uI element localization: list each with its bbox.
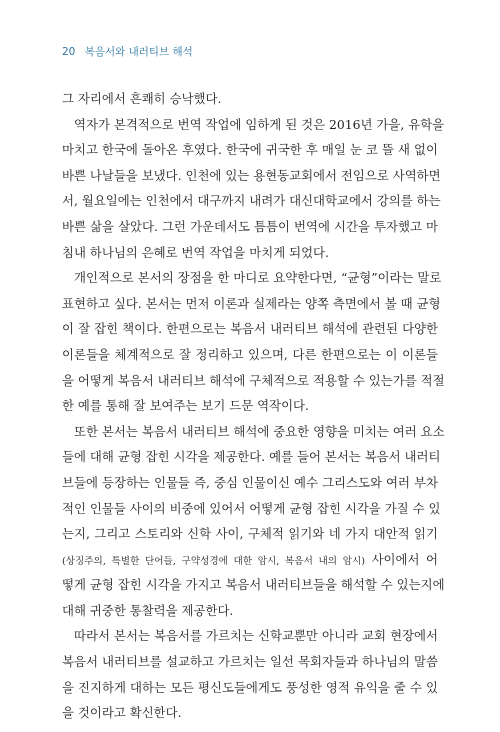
text-line bbox=[62, 521, 438, 547]
line-text: 개인적으로 본서의 장점을 한 마디로 요약한다면, “균형”이라는 말로 bbox=[74, 270, 442, 286]
text-line bbox=[62, 291, 441, 317]
body-text bbox=[62, 86, 445, 726]
line-text: 서, 월요일에는 인천에서 대구까지 내려가 대신대학교에서 강의를 하는 bbox=[62, 193, 441, 209]
text-line bbox=[62, 444, 441, 470]
text-line bbox=[62, 419, 445, 445]
line-text: 또한 본서는 복음서 내러티브 해석에 중요한 영향을 미치는 여러 요소 bbox=[74, 423, 445, 439]
running-header bbox=[62, 44, 193, 59]
text-line bbox=[62, 470, 438, 496]
line-text: 는지, 그리고 스토리와 신학 사이, 구체적 읽기와 네 가지 대안적 읽기 bbox=[62, 526, 438, 542]
text-line bbox=[62, 572, 445, 598]
text-line bbox=[62, 342, 438, 368]
line-text: 들에 대해 균형 잡힌 시각을 제공한다. 예를 들어 본서는 복음서 내러티 bbox=[62, 449, 441, 465]
line-text: 을 어떻게 복음서 내러티브 해석에 구체적으로 적용할 수 있는가를 적절 bbox=[62, 372, 445, 388]
line-text: 이론들을 체계적으로 잘 정리하고 있으며, 다른 한편으로는 이 이론들 bbox=[62, 346, 438, 362]
line-text: 이 잘 잡힌 책이다. 한편으로는 복음서 내러티브 해석에 관련된 다양한 bbox=[62, 321, 438, 337]
text-line bbox=[62, 675, 438, 701]
line-text: 그 자리에서 흔쾌히 승낙했다. bbox=[62, 91, 222, 106]
text-line bbox=[62, 649, 438, 675]
text-line bbox=[62, 496, 441, 522]
line-text: 바쁜 나날들을 보냈다. 인천에 있는 용현동교회에서 전임으로 사역하면 bbox=[62, 167, 441, 183]
text-line bbox=[62, 700, 438, 726]
line-text: 브들에 등장하는 인물들 즉, 중심 인물이신 예수 그리스도와 여러 부차 bbox=[62, 474, 438, 490]
text-line bbox=[62, 598, 438, 624]
line-text: 대해 귀중한 통찰력을 제공한다. bbox=[62, 602, 234, 618]
line-text: 마치고 한국에 돌아온 후였다. 한국에 귀국한 후 매일 눈 코 뜰 새 없이 bbox=[62, 142, 438, 158]
text-line bbox=[62, 214, 438, 240]
line-text: 표현하고 싶다. 본서는 먼저 이론과 실제라는 양쪽 측면에서 볼 때 균형 bbox=[62, 295, 441, 311]
line-text: 바쁜 삶을 살았다. 그런 가운데서도 틈틈이 번역에 시간을 투자했고 마 bbox=[62, 218, 438, 234]
text-line bbox=[62, 368, 445, 394]
line-text: 복음서 내러티브를 설교하고 가르치는 일선 목회자들과 하나님의 말씀 bbox=[62, 654, 438, 670]
line-text: 역자가 본격적으로 번역 작업에 임하게 된 것은 2016년 가을, 유학을 bbox=[74, 116, 445, 132]
text-line bbox=[62, 547, 438, 573]
line-text: 사이에서 어 bbox=[365, 551, 438, 567]
line-text: 떻게 균형 잡힌 시각을 가지고 복음서 내러티브들을 해석할 수 있는지에 bbox=[62, 577, 445, 593]
text-line bbox=[62, 112, 445, 138]
book-title: 복음서와 내러티브 해석 bbox=[84, 46, 193, 58]
text-line bbox=[62, 137, 438, 163]
line-text: 을 진지하게 대하는 모든 평신도들에게도 풍성한 영적 유익을 줄 수 있 bbox=[62, 679, 438, 695]
page-number: 20 bbox=[62, 46, 76, 58]
line-text: 따라서 본서는 복음서를 가르치는 신학교뿐만 아니라 교회 현장에서 bbox=[74, 628, 438, 644]
text-line bbox=[62, 623, 438, 649]
line-text: 적인 인물들 사이의 비중에 있어서 어떻게 균형 잡힌 시각을 가질 수 있 bbox=[62, 500, 441, 516]
line-text: 을 것이라고 확신한다. bbox=[62, 705, 182, 721]
line-text: 한 예를 통해 잘 보여주는 보기 드문 역작이다. bbox=[62, 398, 309, 414]
text-line bbox=[62, 316, 438, 342]
text-line bbox=[62, 240, 438, 266]
line-text: 침내 하나님의 은혜로 번역 작업을 마치게 되었다. bbox=[62, 244, 329, 260]
parenthetical-note: (상징주의, 특별한 단어들, 구약성경에 대한 암시, 복음서 내의 암시) bbox=[62, 555, 365, 567]
text-line bbox=[62, 163, 441, 189]
text-line bbox=[62, 86, 438, 112]
text-line bbox=[62, 393, 438, 419]
text-line bbox=[62, 265, 442, 291]
text-line bbox=[62, 188, 441, 214]
